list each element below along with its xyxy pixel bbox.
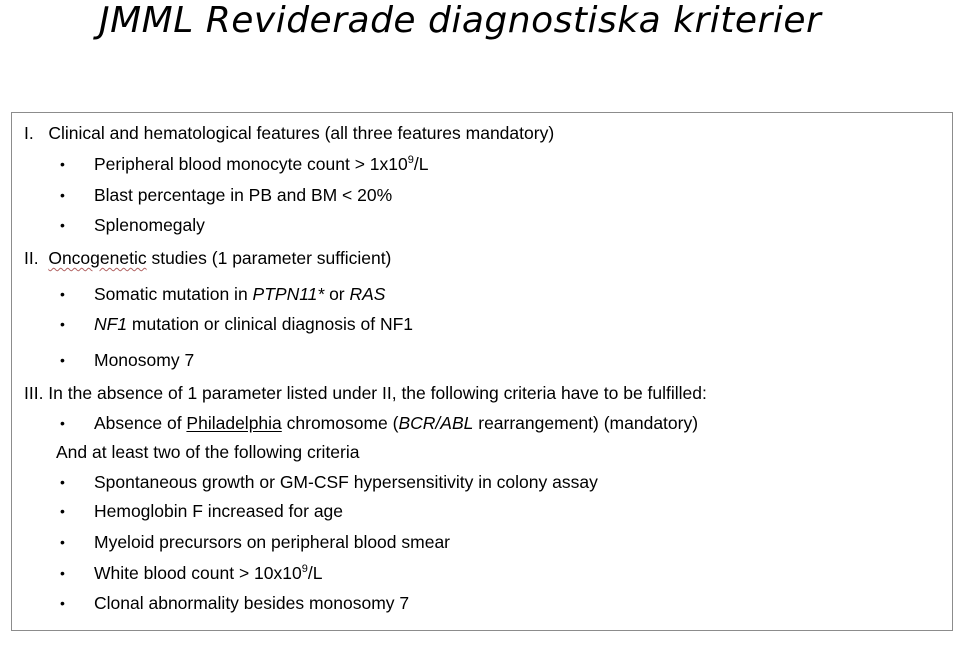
bullet-icon: • — [60, 352, 65, 368]
bullet-icon: • — [60, 565, 65, 581]
section-1-numeral: I. — [24, 123, 34, 143]
item-superscript: 9 — [301, 563, 308, 576]
item-text-suffix: /L — [413, 154, 429, 174]
bullet-icon: • — [60, 595, 65, 611]
criteria-box — [11, 112, 953, 631]
item-text-mid: or — [324, 284, 350, 304]
item-text: Spontaneous growth or GM-CSF hypersensitivity in colony assay — [94, 472, 598, 492]
bullet-icon: • — [60, 217, 65, 233]
item-text-suffix: rearrangement) (mandatory) — [473, 413, 699, 433]
item-text: Peripheral blood monocyte count > 1x10 — [94, 154, 408, 174]
section-1-title: Clinical and hematological features (all three features mandatory) — [48, 123, 555, 143]
item-text: Myeloid precursors on peripheral blood smear — [94, 532, 451, 552]
section-2-numeral: II. — [24, 248, 39, 268]
bullet-icon: • — [60, 474, 65, 490]
item-text: Monosomy 7 — [94, 350, 195, 370]
bullet-icon: • — [60, 503, 65, 519]
subheading-text: And at least two of the following criteria — [56, 442, 360, 462]
item-text: Somatic mutation in — [94, 284, 253, 304]
bullet-icon: • — [60, 187, 65, 203]
bullet-icon: • — [60, 316, 65, 332]
bullet-icon: • — [60, 286, 65, 302]
gene-name: PTPN11* — [252, 284, 325, 304]
item-superscript: 9 — [407, 154, 414, 167]
bullet-icon: • — [60, 534, 65, 550]
section-3-title: III. In the absence of 1 parameter listed under II, the following criteria have to be fulfilled: — [24, 383, 707, 403]
item-text: Absence of — [94, 413, 187, 433]
gene-name: NF1 — [94, 314, 128, 334]
slide-title: JMML Reviderade diagnostiska kriterier — [99, 0, 822, 41]
bullet-icon: • — [60, 156, 65, 172]
item-text: Blast percentage in PB and BM < 20% — [94, 185, 393, 205]
gene-name: BCR/ABL — [398, 413, 474, 433]
bullet-icon: • — [60, 415, 65, 431]
item-text-mid: chromosome ( — [281, 413, 399, 433]
spellcheck-word: Philadelphia — [186, 413, 282, 433]
item-text-suffix: /L — [307, 563, 323, 583]
gene-name: RAS — [349, 284, 386, 304]
section-2-title: studies (1 parameter sufficient) — [146, 248, 392, 268]
item-text: Hemoglobin F increased for age — [94, 501, 344, 521]
item-text: Clonal abnormality besides monosomy 7 — [94, 593, 410, 613]
spellcheck-word: Oncogenetic — [48, 248, 147, 268]
item-text: White blood count > 10x10 — [94, 563, 302, 583]
item-text: mutation or clinical diagnosis of NF1 — [127, 314, 414, 334]
item-text: Splenomegaly — [94, 215, 205, 235]
